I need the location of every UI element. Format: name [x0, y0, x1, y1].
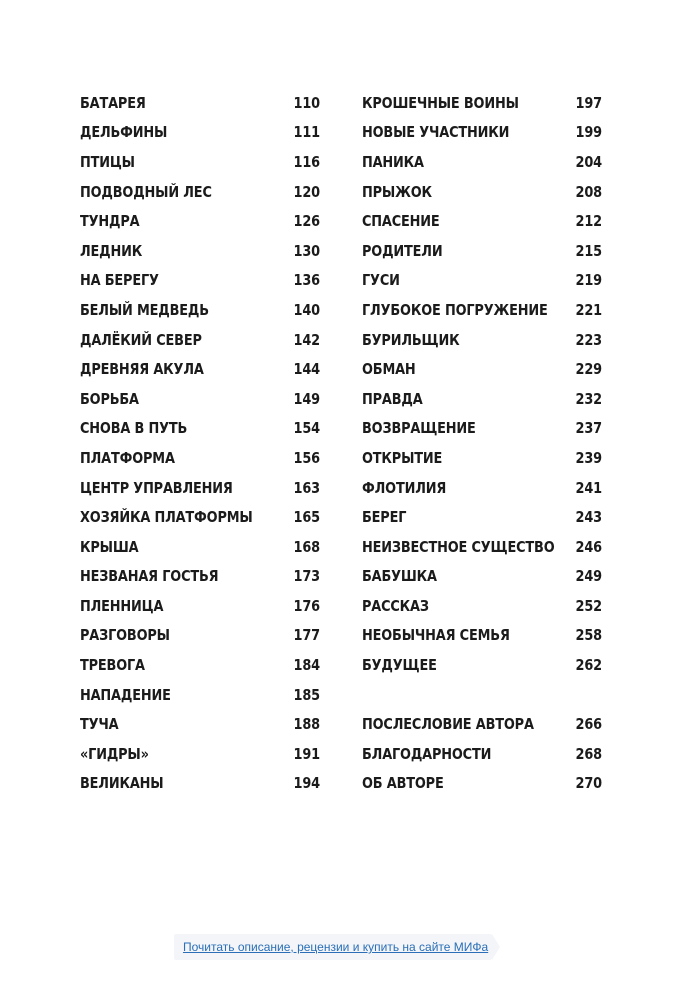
toc-entry-title: ПАНИКА	[362, 152, 424, 171]
toc-entry-page: 252	[575, 596, 602, 615]
toc-entry	[80, 295, 320, 325]
toc-entry-title: ПРЫЖОК	[362, 182, 432, 201]
toc-entry-page: 239	[575, 448, 602, 467]
toc-entry-title: БЕЛЫЙ МЕДВЕДЬ	[80, 300, 209, 319]
toc-entry-page: 165	[293, 508, 320, 527]
toc-column-left	[80, 88, 320, 798]
toc-entry-page: 197	[575, 93, 602, 112]
toc-entry-title: БОРЬБА	[80, 389, 139, 408]
toc-entry-title: БЛАГОДАРНОСТИ	[362, 744, 492, 763]
toc-entry-title: «ГИДРЫ»	[80, 744, 149, 763]
toc-entry	[362, 473, 602, 503]
toc-entry-title: ПОСЛЕСЛОВИЕ АВТОРА	[362, 715, 534, 734]
toc-entry-title: ВЕЛИКАНЫ	[80, 774, 164, 793]
toc-entry-title: НА БЕРЕГУ	[80, 271, 159, 290]
toc-entry	[80, 562, 320, 592]
toc-entry-title: РОДИТЕЛИ	[362, 241, 443, 260]
toc-entry-page: 156	[293, 448, 320, 467]
toc-entry	[362, 88, 602, 118]
toc-entry-title: ДРЕВНЯЯ АКУЛА	[80, 360, 204, 379]
toc-entry	[80, 147, 320, 177]
toc-entry	[362, 147, 602, 177]
toc-entry-title: ОТКРЫТИЕ	[362, 448, 443, 467]
toc-entry-page: 140	[293, 300, 320, 319]
toc-entry-page: 268	[575, 744, 602, 763]
toc-entry-page: 246	[575, 537, 602, 556]
toc-entry	[362, 177, 602, 207]
toc-entry	[80, 621, 320, 651]
toc-entry-title: НЕИЗВЕСТНОЕ СУЩЕСТВО	[362, 537, 555, 556]
toc-entry	[362, 295, 602, 325]
toc-entry	[362, 621, 602, 651]
toc-entry-page: 185	[293, 685, 320, 704]
toc-entry-page: 241	[575, 478, 602, 497]
toc-entry	[362, 680, 602, 710]
toc-entry-page: 142	[293, 330, 320, 349]
toc-entry-page: 188	[293, 715, 320, 734]
toc-entry-title: КРЫША	[80, 537, 139, 556]
toc-entry-page: 144	[293, 360, 320, 379]
toc-entry-page: 249	[575, 567, 602, 586]
toc-entry-page: 243	[575, 508, 602, 527]
toc-entry-page: 111	[293, 123, 320, 142]
toc-entry-title: ХОЗЯЙКА ПЛАТФОРМЫ	[80, 508, 253, 527]
toc-entry-title: ДАЛЁКИЙ СЕВЕР	[80, 330, 202, 349]
toc-entry	[80, 739, 320, 769]
toc-entry	[362, 502, 602, 532]
toc-entry-page: 163	[293, 478, 320, 497]
toc-entry	[80, 88, 320, 118]
toc-entry-title: ПОДВОДНЫЙ ЛЕС	[80, 182, 212, 201]
toc-entry-title: ЦЕНТР УПРАВЛЕНИЯ	[80, 478, 233, 497]
toc-entry-page: 184	[293, 656, 320, 675]
toc-entry	[362, 709, 602, 739]
toc-entry-page: 126	[293, 212, 320, 231]
toc-entry	[362, 118, 602, 148]
toc-entry	[362, 206, 602, 236]
toc-entry-page: 176	[293, 596, 320, 615]
toc-entry-page: 212	[575, 212, 602, 231]
toc-entry-title: ПРАВДА	[362, 389, 423, 408]
toc-entry-title: СНОВА В ПУТЬ	[80, 419, 188, 438]
toc-entry	[362, 769, 602, 799]
toc-entry-page: 194	[293, 774, 320, 793]
toc-entry-page: 154	[293, 419, 320, 438]
toc-entry-title: ЛЕДНИК	[80, 241, 143, 260]
toc-entry-title: ОБМАН	[362, 360, 416, 379]
toc-entry	[80, 236, 320, 266]
toc-entry-page: 270	[575, 774, 602, 793]
toc-entry-title: ОБ АВТОРЕ	[362, 774, 444, 793]
toc-entry	[362, 739, 602, 769]
toc-entry-title: ГУСИ	[362, 271, 400, 290]
toc-entry-title: ПТИЦЫ	[80, 152, 135, 171]
toc-entry	[80, 709, 320, 739]
toc-entry-page: 173	[293, 567, 320, 586]
toc-entry	[80, 443, 320, 473]
toc-entry	[80, 177, 320, 207]
toc-entry	[362, 266, 602, 296]
toc-entry	[362, 443, 602, 473]
toc-entry-page: 110	[293, 93, 320, 112]
toc-entry	[80, 680, 320, 710]
toc-entry	[80, 325, 320, 355]
toc-entry-title: НЕОБЫЧНАЯ СЕМЬЯ	[362, 626, 510, 645]
toc-entry-page: 215	[575, 241, 602, 260]
toc-entry	[362, 650, 602, 680]
toc-entry	[80, 591, 320, 621]
toc-entry-title: ТУЧА	[80, 715, 119, 734]
toc-column-right	[362, 88, 602, 798]
toc-entry-page: 221	[575, 300, 602, 319]
toc-entry	[80, 769, 320, 799]
toc-entry-title: БУРИЛЬЩИК	[362, 330, 460, 349]
toc-entry-page: 223	[575, 330, 602, 349]
toc-entry-title: БУДУЩЕЕ	[362, 656, 437, 675]
toc-entry-title: БАБУШКА	[362, 567, 437, 586]
toc-entry-title: ПЛЕННИЦА	[80, 596, 164, 615]
toc-entry-page: 177	[293, 626, 320, 645]
footer-link-banner[interactable]	[174, 934, 506, 960]
toc-entry-title: ПЛАТФОРМА	[80, 448, 175, 467]
toc-entry	[80, 650, 320, 680]
toc-entry	[362, 532, 602, 562]
toc-entry-page: 116	[293, 152, 320, 171]
toc-entry	[80, 118, 320, 148]
toc-entry-page: 191	[293, 744, 320, 763]
toc-entry	[80, 384, 320, 414]
toc-entry-page: 136	[293, 271, 320, 290]
toc-entry-title: СПАСЕНИЕ	[362, 212, 440, 231]
toc-entry	[362, 325, 602, 355]
toc-entry-title: БАТАРЕЯ	[80, 93, 146, 112]
toc-entry	[80, 206, 320, 236]
toc-entry	[362, 562, 602, 592]
toc-entry-title: БЕРЕГ	[362, 508, 407, 527]
toc-entry-title: НАПАДЕНИЕ	[80, 685, 171, 704]
toc-entry-page: 199	[575, 123, 602, 142]
toc-entry-title: ТРЕВОГА	[80, 656, 145, 675]
toc-entry	[362, 384, 602, 414]
toc-entry-page: 120	[293, 182, 320, 201]
toc-entry-title: НЕЗВАНАЯ ГОСТЬЯ	[80, 567, 219, 586]
toc-entry	[80, 266, 320, 296]
toc-entry	[362, 414, 602, 444]
toc-entry-title: ГЛУБОКОЕ ПОГРУЖЕНИЕ	[362, 300, 548, 319]
toc-entry-page: 237	[575, 419, 602, 438]
toc-entry-page: 266	[575, 715, 602, 734]
mif-store-link[interactable]: Почитать описание, рецензии и купить на сайте МИФа	[183, 940, 489, 954]
toc-entry-title: КРОШЕЧНЫЕ ВОИНЫ	[362, 93, 519, 112]
toc-entry-title: НОВЫЕ УЧАСТНИКИ	[362, 123, 510, 142]
toc-entry-title: ТУНДРА	[80, 212, 140, 231]
arrow-tip-icon	[492, 934, 500, 960]
toc-entry-page: 258	[575, 626, 602, 645]
toc-entry-title: РАССКАЗ	[362, 596, 429, 615]
toc-entry-title: ДЕЛЬФИНЫ	[80, 123, 168, 142]
toc-entry-title: ФЛОТИЛИЯ	[362, 478, 447, 497]
toc-entry-page: 232	[575, 389, 602, 408]
toc-entry	[80, 502, 320, 532]
toc-entry	[362, 354, 602, 384]
toc-entry-page: 130	[293, 241, 320, 260]
toc-entry-title: ВОЗВРАЩЕНИЕ	[362, 419, 476, 438]
toc-entry-page: 262	[575, 656, 602, 675]
toc-entry-page: 229	[575, 360, 602, 379]
toc-entry-page: 208	[575, 182, 602, 201]
toc-entry	[362, 591, 602, 621]
toc-entry	[362, 236, 602, 266]
toc-entry-page: 168	[293, 537, 320, 556]
toc-entry	[80, 354, 320, 384]
toc-entry-page: 149	[293, 389, 320, 408]
toc-entry	[80, 473, 320, 503]
toc-entry	[80, 414, 320, 444]
table-of-contents	[80, 88, 602, 798]
toc-entry-title: РАЗГОВОРЫ	[80, 626, 170, 645]
toc-entry-page: 204	[575, 152, 602, 171]
toc-entry-page: 219	[575, 271, 602, 290]
toc-entry	[80, 532, 320, 562]
